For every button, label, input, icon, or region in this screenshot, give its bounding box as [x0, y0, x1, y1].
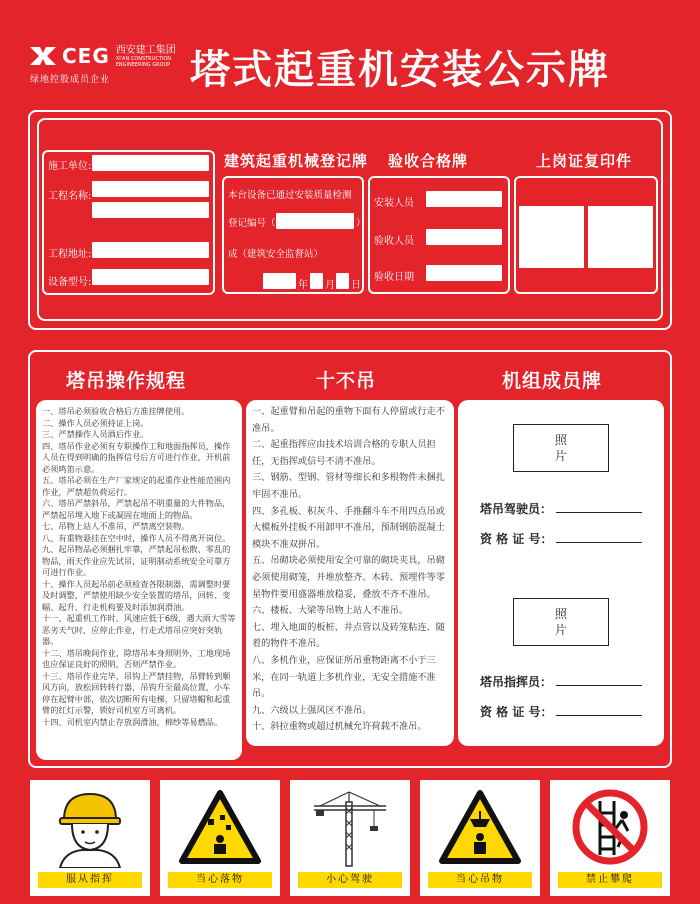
- header: [0, 0, 700, 105]
- driver-photo-placeholder: 照 片: [513, 424, 609, 472]
- sign-card-drive-carefully: [290, 780, 410, 896]
- logo-subtitle: 绿地控股成员企业: [30, 75, 111, 85]
- commander-name-line[interactable]: [556, 685, 642, 686]
- driver-name-line[interactable]: [556, 512, 642, 513]
- logo-mark-text: CEG: [62, 44, 110, 68]
- ten-no-item: 十、斜拉重物或超过机械允许荷载不准吊。: [252, 721, 427, 733]
- rule-item: 九、起吊物品必须捆扎牢靠，严禁起吊松散、零乱的物品，雨天作业应先试吊，证明制动系统安全可靠方可进行作业。: [42, 544, 231, 577]
- commander-cert-line[interactable]: [556, 715, 642, 716]
- rule-item: 十、操作人员起吊前必须检查各限制器，需调整时要及时调整，严禁使用缺少安全装置的塔吊，回转、变幅、起升、行走机构要及时添加润滑油。: [42, 578, 231, 612]
- acceptance-label-installer: 安装人员: [374, 198, 414, 209]
- ten-no-item: 一、起重臂和吊起的重物下面有人停留或行走不准吊。: [252, 406, 445, 434]
- logo-english-line2: ENGINEERING GROUP: [115, 61, 171, 68]
- falling-objects-warning-icon: [178, 789, 262, 865]
- rule-item: 七、吊物上站人不准吊，严禁离空装物。: [42, 521, 190, 531]
- rule-item: 四、塔吊作业必须有专职操作工和地面指挥员，操作人员在得到明确的指挥信号后方可进行作业，开机前必须鸣笛示意。: [42, 440, 231, 474]
- rule-item: 十三、塔吊作业完毕，吊钩上严禁挂物，吊臂转到顺风方向，放松回转转行器，吊钩升至最高位置，小车停在起臂中部，依次切断所有电梯，只留塔帽和起重臂的红灯示警，锁好司机室方可离机。: [42, 670, 231, 715]
- registration-day-label: 日: [351, 280, 361, 291]
- driver-cert-label: 资 格 证 号：: [480, 532, 553, 546]
- commander-cert-label: 资 格 证 号：: [480, 705, 553, 719]
- registration-title: 建筑起重机械登记牌: [224, 152, 369, 170]
- sign-card-obey-command: [30, 780, 150, 896]
- ten-no-item: 五、吊砌块必须使用安全可靠的砌块夹具，吊砌必须使用砌笼，并堆放整齐。木砖、预埋件等零星物件要用盛器堆放稳妥，叠放不齐不准吊。: [252, 555, 445, 600]
- acceptance-label-date: 验收日期: [374, 272, 414, 283]
- rule-item: 三、严禁操作人员酒后作业。: [42, 429, 149, 439]
- equipment-model-field[interactable]: [92, 269, 209, 285]
- rule-item: 八、有重物悬挂在空中时，操作人员不得离开岗位。: [42, 532, 231, 543]
- driver-cert-line[interactable]: [556, 542, 642, 543]
- helmet-worker-icon: [50, 786, 130, 868]
- construction-unit-field[interactable]: [92, 155, 209, 171]
- sign-card-no-climbing: [550, 780, 670, 896]
- registration-month-field[interactable]: [310, 273, 323, 289]
- sign-caption: 禁止攀爬: [558, 872, 662, 888]
- field-label-project-name: 工程名称:: [48, 191, 92, 202]
- acceptance-date-field[interactable]: [426, 265, 502, 281]
- rule-item: 一、塔吊必须验收合格后方准挂牌使用。: [42, 406, 190, 416]
- registration-month-label: 月: [325, 280, 335, 291]
- registration-line1: 本台设备已通过安装质量检测: [228, 190, 352, 201]
- registration-day-field[interactable]: [336, 273, 349, 289]
- inspector-field[interactable]: [426, 229, 502, 245]
- sign-caption: 小心驾驶: [298, 872, 402, 888]
- field-label-equipment-model: 设备型号:: [48, 277, 92, 288]
- project-name-field-1[interactable]: [92, 181, 209, 197]
- registration-line3: 成（建筑安全监督站）: [228, 249, 324, 260]
- rule-item: 二、操作人员必须持证上岗。: [42, 417, 149, 428]
- registration-year-field[interactable]: [263, 273, 296, 289]
- hanging-load-warning-icon: [438, 789, 522, 865]
- driver-label: 塔吊驾驶员：: [480, 502, 553, 516]
- ten-no-list: [252, 404, 449, 736]
- rule-item: 十四、司机室内禁止存放润滑油，棉纱等易燃品。: [42, 716, 223, 727]
- project-name-field-2[interactable]: [92, 202, 209, 218]
- field-label-construction-unit: 施工单位:: [48, 161, 92, 172]
- rules-title: 塔吊操作规程: [66, 370, 187, 392]
- sign-caption: 当心吊物: [428, 872, 532, 888]
- ceg-logo-icon: [30, 47, 56, 65]
- installer-field[interactable]: [426, 191, 502, 207]
- acceptance-label-inspector: 验收人员: [374, 236, 414, 247]
- crew-title: 机组成员牌: [502, 370, 603, 392]
- rules-list: [42, 406, 237, 728]
- ten-no-item: 七、埋入地面的板桩、井点管以及砖笼粘连、随着的物件不准吊。: [252, 621, 445, 650]
- rule-item: 五、塔吊必须在生产厂家规定的起重作业性能范围内作业，严禁超负荷运行。: [42, 475, 231, 497]
- registration-year-label: 年: [298, 280, 308, 291]
- no-climbing-icon: [570, 787, 650, 867]
- sign-card-falling-objects: [160, 780, 280, 896]
- ten-no-item: 二、起重指挥应由技术培训合格的专职人员担任，无指挥或信号不清不准吊。: [252, 439, 436, 467]
- sign-card-hanging-load: [420, 780, 540, 896]
- field-label-project-address: 工程地址:: [48, 249, 92, 260]
- rule-item: 六、塔吊严禁斜吊，严禁起吊不明重量的大件物品，严禁起吊埋入地下或凝固在地面上的物品。: [42, 498, 231, 520]
- certificate-copy-1: [519, 206, 584, 268]
- company-logo: [30, 44, 195, 85]
- ten-no-item: 四、多孔板、积灰斗、手推翻斗车不用四点吊或大模板外挂板不用卸甲不准吊，预制钢筋混凝土模块不准双拼吊。: [252, 505, 445, 550]
- ten-no-item: 八、多机作业，应保证所吊重物距离不小于三米，在同一轨道上多机作业，无安全措施不准吊。: [252, 654, 436, 700]
- certificates-title: 上岗证复印件: [536, 152, 633, 170]
- acceptance-title: 验收合格牌: [388, 152, 469, 170]
- registration-line2: 登记编号（: [228, 218, 276, 229]
- rule-item: 十二、塔吊晚间作业，除塔吊本身照明外，工地现场也应保证良好的照明，否则严禁作业。: [42, 647, 231, 669]
- registration-number-field[interactable]: [276, 213, 354, 229]
- project-address-field[interactable]: [92, 242, 209, 258]
- commander-label: 塔吊指挥员：: [480, 675, 553, 689]
- rule-item: 十一、起重机工作时，风速应低于6级，遇大雨大雪等恶劣天气时，应停止作业，行走式塔吊应突好突轨器。: [42, 613, 236, 646]
- ten-no-item: 九、六级以上强风区不准吊。: [252, 704, 372, 716]
- logo-english-line1: XI'AN CONSTRUCTION: [115, 55, 172, 62]
- registration-line2-end: ）: [356, 218, 366, 229]
- logo-company-name: 西安建工集团: [115, 44, 176, 56]
- ten-no-item: 三、钢筋、型钢、管材等细长和多根物件未捆扎牢固不准吊。: [252, 472, 445, 500]
- tower-crane-icon: [308, 786, 392, 868]
- sign-caption: 当心落物: [168, 872, 272, 888]
- ten-no-item: 六、楼板、大梁等吊物上站人不准吊。: [252, 605, 409, 617]
- page-title: 塔式起重机安装公示牌: [190, 47, 610, 93]
- sign-caption: 服从指挥: [38, 872, 142, 888]
- commander-photo-placeholder: 照 片: [513, 598, 609, 646]
- ten-no-title: 十不吊: [316, 370, 377, 392]
- certificate-copy-2: [588, 206, 653, 268]
